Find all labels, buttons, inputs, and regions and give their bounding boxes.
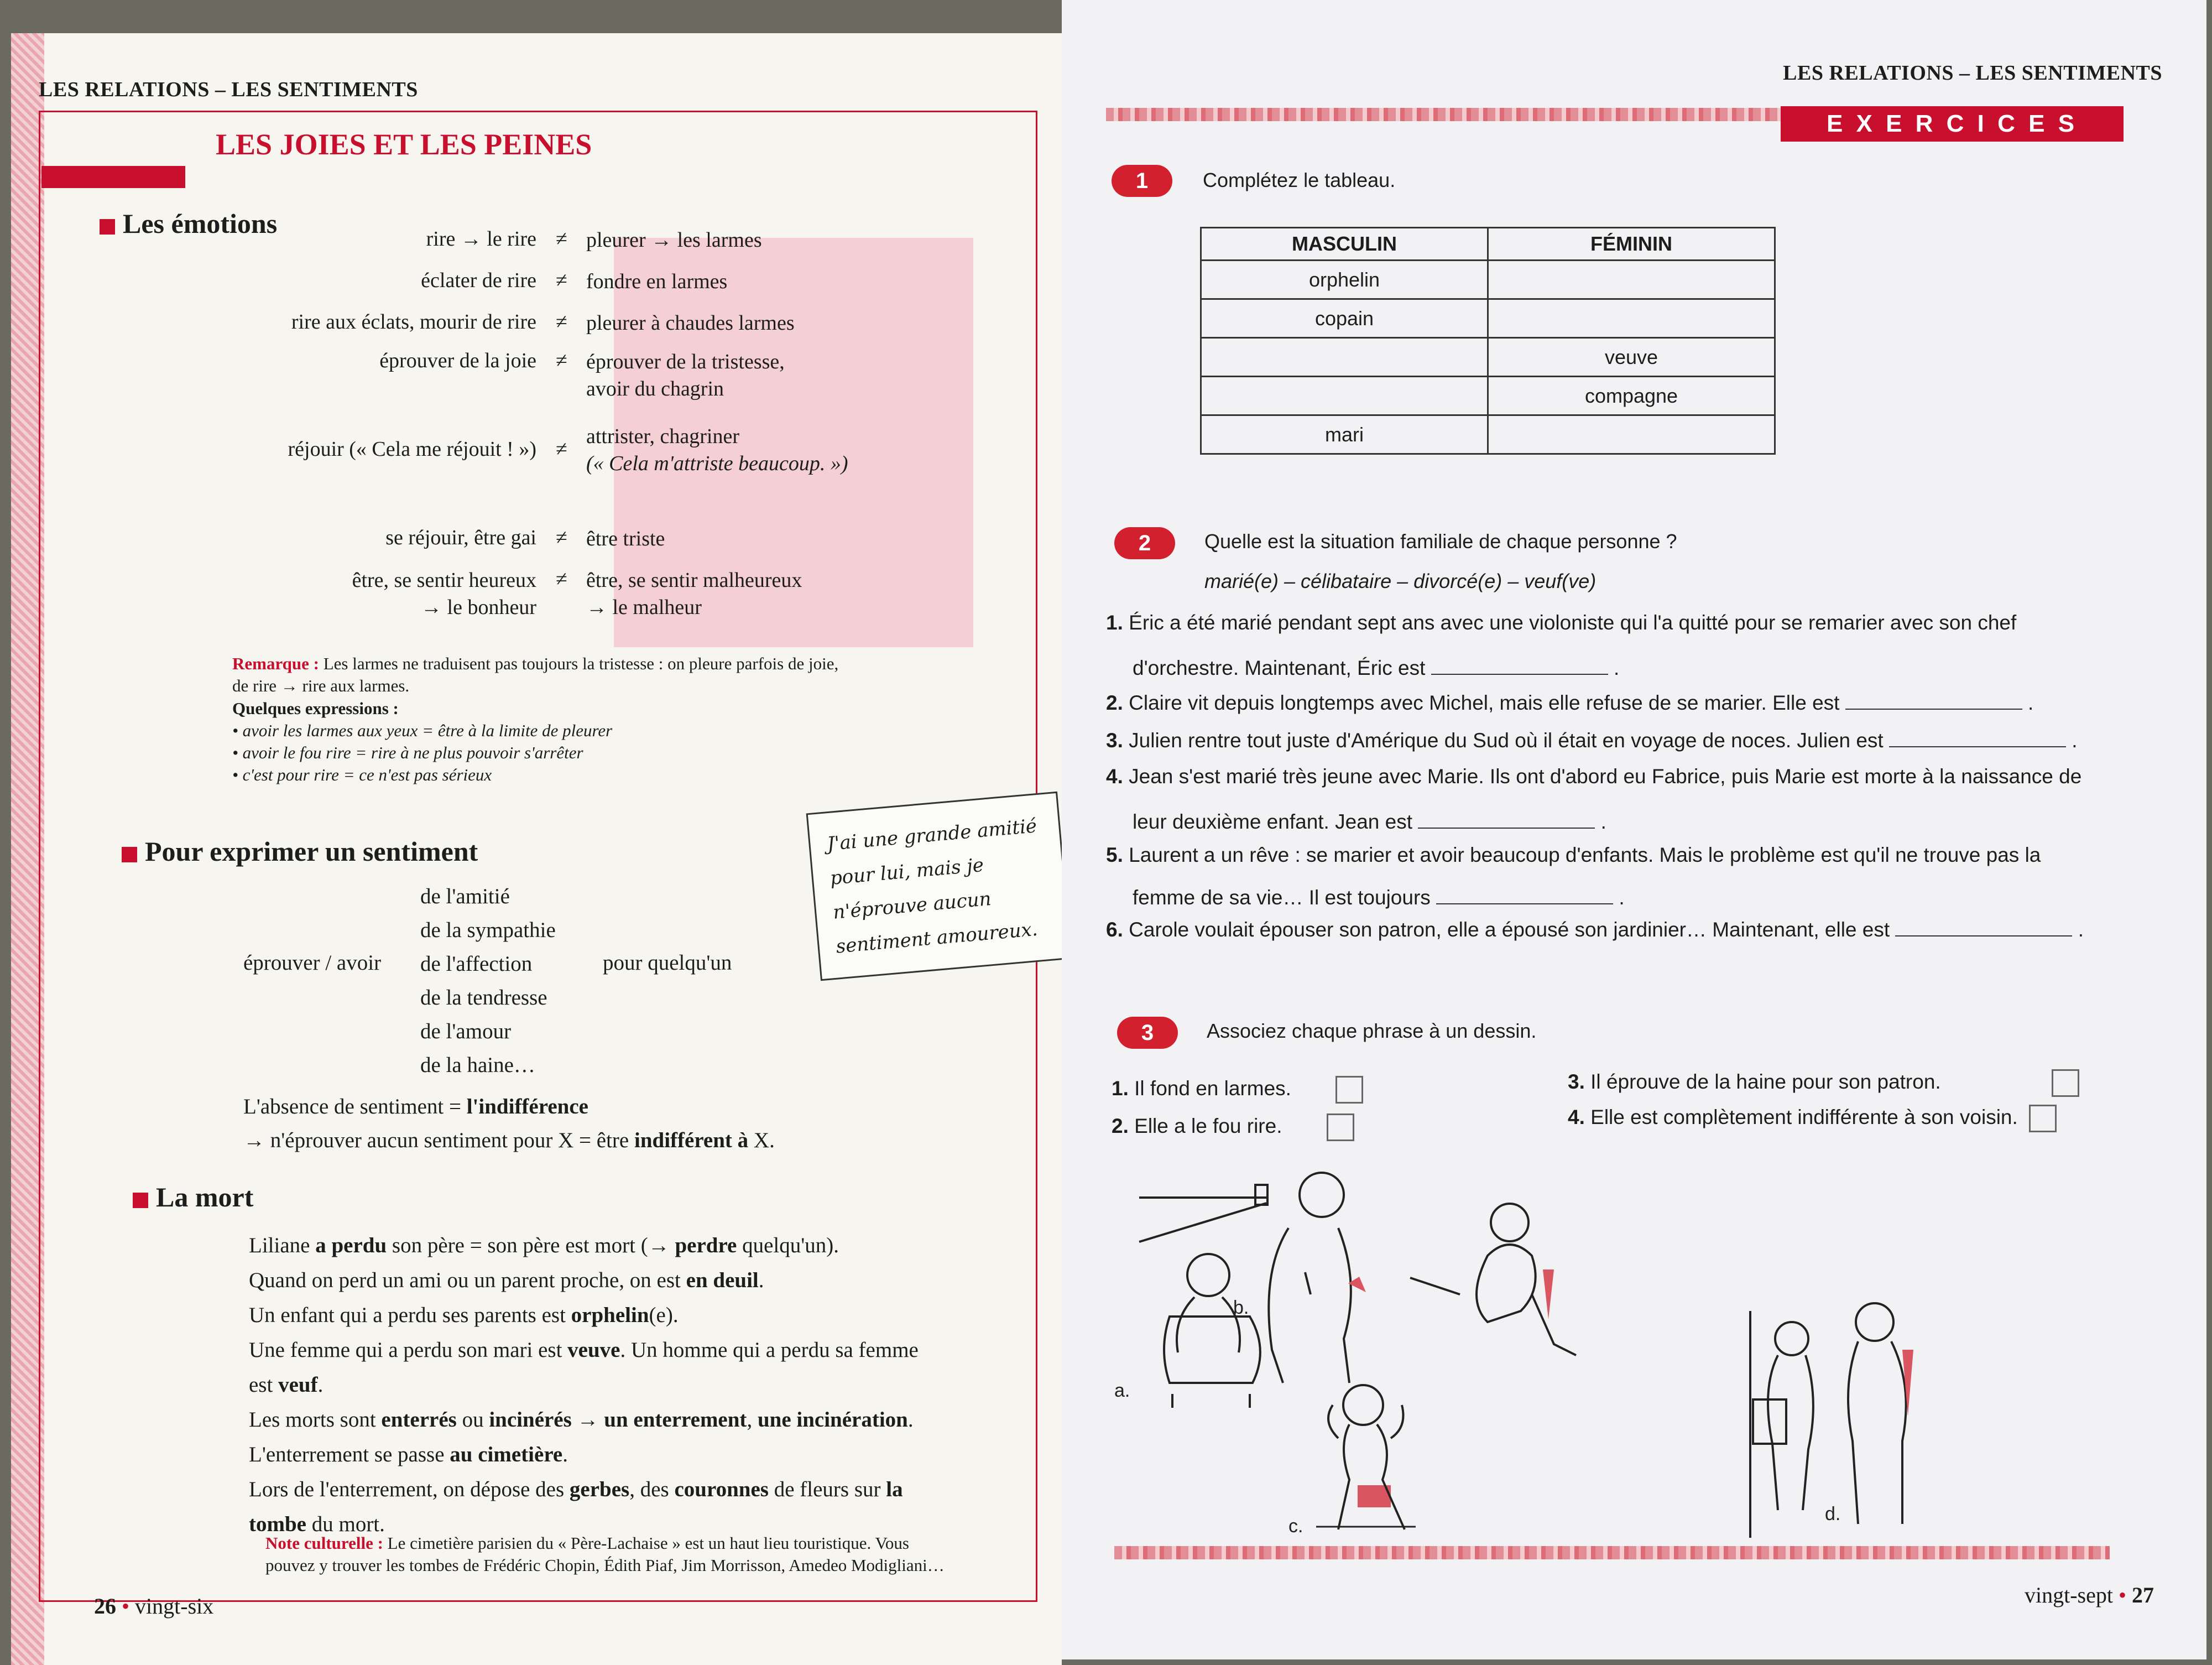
- sentiment-verb: éprouver / avoir: [243, 951, 382, 975]
- speech-bubble: J'ai une grande amitié pour lui, mais je n'éprouve aucun sentiment amoureux.: [806, 792, 1062, 981]
- page-title: LES JOIES ET LES PEINES: [216, 128, 592, 161]
- drawing-a: [1139, 1185, 1267, 1408]
- answer-cell[interactable]: [1488, 299, 1775, 338]
- running-head-left: LES RELATIONS – LES SENTIMENTS: [39, 78, 418, 101]
- answer-cell[interactable]: [1201, 377, 1488, 415]
- mort-heading: La mort: [133, 1181, 253, 1213]
- exercise-1-table: [1200, 227, 1776, 455]
- list-item: 6. Carole voulait épouser son patron, elle a épousé son jardinier… Maintenant, elle est .: [1106, 918, 2084, 941]
- list-item: 5. Laurent a un rêve : se marier et avoir beaucoup d'enfants. Mais le problème est qu'il ne trouve pas la: [1106, 844, 2041, 866]
- folio-left: 26 • vingt-six: [94, 1594, 214, 1619]
- list-item: 1. Il fond en larmes.: [1112, 1076, 1363, 1104]
- bottom-stripe: [1114, 1546, 2110, 1559]
- bullet-square-icon: [122, 847, 137, 862]
- answer-blank[interactable]: [1895, 919, 2072, 936]
- drawing-label-b: b.: [1233, 1297, 1249, 1318]
- left-page: LES RELATIONS – LES SENTIMENTS LES JOIES ET LES PEINES Les émotions rire → le rire ≠ pleurer → les larmes éclater de rire ≠ fondre en larmes rire aux éclats, mourir de rire ≠ pleurer à chaudes larmes éprouver de la joie ≠ éprouver de la tristesse, avoir du chagrin réjouir (« Cela me réjouit ! ») ≠ attrister, chagriner (« Cela m'attriste beaucoup. ») se réjouir, être gai ≠ être triste être, se sentir heureux → le bonheur ≠ être, se sentir malheureux → le malheur Remarque : Les larmes ne traduisent pas toujours la tristesse : on pleure parfois de joie, de rire → rire aux larmes. Quelques expressions : • avoir les larmes aux yeux = être à la limite de pleurer • avoir le fou rire = rire à ne plus pouvoir s'arrêter • c'est pour rire = ce n'est pas sérieux Pour exprimer un sentiment éprouver / avoir de l'amitié de la sympathie de l'affection de la tendresse de l'amour de la haine… pour quelqu'un J'ai une grande amitié pour lui, mais je n'éprouve aucun sentiment amoureux. L'absence de sentiment = l'indifférence → n'éprouver aucun sentiment pour X = être indifférent à X. La mort Liliane a perdu son père = son père est mort (→ perdre quelqu'un). Quand on perd un ami ou un parent proche, on est en deuil. Un enfant qui a perdu ses parents est orphelin(e). Une femme qui a perdu son mari est veuve. Un homme qui a perdu sa femme est veuf. Les morts sont enterrés ou incinérés → un enterrement, une incinération. L'enterrement se passe au cimetière. Lors de l'enterrement, on dépose des gerbes, des couronnes de fleurs sur la tombe du mort. Note culturelle : Le cimetière parisien du « Père-Lachaise » est un haut lieu touristique. Vous pouvez y trouver les tombes de Frédéric Chopin, Édith Piaf, Jim Morrisson, Amedeo Modigliani… 26 • vingt-six: [11, 33, 1062, 1665]
- sentiment-heading: Pour exprimer un sentiment: [122, 835, 478, 867]
- drawing-label-d: d.: [1825, 1503, 1841, 1524]
- remarque-block: Remarque : Les larmes ne traduisent pas toujours la tristesse : on pleure parfois de joie, de rire → rire aux larmes. Quelques expressions : • avoir les larmes aux yeux = être à la limite de pleurer • avoir le fou rire = rire à ne plus pouvoir s'arrêter • c'est pour rire = ce n'est pas sérieux: [232, 654, 839, 785]
- drawing-d: [1750, 1303, 1906, 1538]
- mort-text: Liliane a perdu son père = son père est mort (→ perdre quelqu'un). Quand on perd un ami ou un parent proche, on est en deuil. Un enfant qui a perdu ses parents est orphelin(e). Une femme qui a perdu son mari est veuve. Un homme qui a perdu sa femme est veuf. Les morts sont enterrés ou incinérés → un enterrement, une incinération. L'enterrement se passe au cimetière. Lors de l'enterrement, on dépose des gerbes, des couronnes de fleurs sur la tombe du mort.: [249, 1234, 919, 1536]
- answer-cell[interactable]: [1201, 338, 1488, 377]
- list-item: 3. Il éprouve de la haine pour son patron.: [1568, 1069, 2079, 1097]
- drawing-c: [1328, 1385, 1405, 1529]
- answer-checkbox[interactable]: [2052, 1069, 2079, 1097]
- bullet-square-icon: [133, 1193, 148, 1208]
- answer-cell[interactable]: [1488, 261, 1775, 299]
- exercise-3-instruction: Associez chaque phrase à un dessin.: [1207, 1019, 1537, 1042]
- answer-cell[interactable]: [1488, 415, 1775, 454]
- exercise-1-instruction: Complétez le tableau.: [1203, 169, 1396, 191]
- drawing-b: [1269, 1173, 1576, 1383]
- col-masculin: MASCULIN: [1201, 228, 1488, 261]
- bullet-square-icon: [100, 219, 115, 235]
- answer-checkbox[interactable]: [1327, 1114, 1354, 1141]
- table-row: compagne: [1201, 377, 1775, 415]
- sentiment-objects: de l'amitié de la sympathie de l'affection de la tendresse de l'amour de la haine…: [420, 884, 556, 1077]
- running-head-right: LES RELATIONS – LES SENTIMENTS: [1783, 61, 2162, 85]
- list-item: leur deuxième enfant. Jean est .: [1133, 810, 1606, 833]
- drawing-label-c: c.: [1288, 1516, 1303, 1537]
- exercices-banner: E X E R C I C E S: [1781, 106, 2124, 142]
- exercise-2-instruction: Quelle est la situation familiale de chaque personne ?: [1204, 530, 1677, 553]
- exercise-1-badge: 1: [1112, 165, 1172, 197]
- col-feminin: FÉMININ: [1488, 228, 1775, 261]
- top-stripe: [1106, 108, 1792, 121]
- note-culturelle: Note culturelle : Le cimetière parisien du « Père-Lachaise » est un haut lieu touristique. Vous pouvez y trouver les tombes de Frédéric Chopin, Édith Piaf, Jim Morrisson, Amedeo Modigliani…: [265, 1533, 945, 1575]
- cartoon-illustrations: [1106, 1151, 2129, 1549]
- right-page: [1062, 0, 2206, 1659]
- drawing-label-a: a.: [1114, 1380, 1130, 1401]
- exercise-2-badge: 2: [1114, 527, 1175, 559]
- exercise-2-options: marié(e) – célibataire – divorcé(e) – veuf(ve): [1204, 570, 1597, 592]
- answer-blank[interactable]: [1431, 657, 1608, 675]
- red-accents: [1348, 1269, 1554, 1507]
- list-item: d'orchestre. Maintenant, Éric est .: [1133, 657, 1620, 679]
- table-row: copain: [1201, 299, 1775, 338]
- answer-blank[interactable]: [1845, 692, 2022, 710]
- answer-checkbox[interactable]: [1335, 1076, 1363, 1104]
- table-row: orphelin: [1201, 261, 1775, 299]
- list-item: 4. Elle est complètement indifférente à son voisin.: [1568, 1105, 2057, 1132]
- answer-checkbox[interactable]: [2029, 1105, 2057, 1132]
- answer-blank[interactable]: [1418, 811, 1595, 829]
- list-item: femme de sa vie… Il est toujours .: [1133, 886, 1625, 909]
- table-row: veuve: [1201, 338, 1775, 377]
- folio-right: vingt-sept • 27: [2025, 1583, 2154, 1607]
- exercise-3-badge: 3: [1117, 1017, 1178, 1049]
- list-item: 4. Jean s'est marié très jeune avec Marie. Ils ont d'abord eu Fabrice, puis Marie est morte à la naissance de: [1106, 765, 2082, 788]
- list-item: 2. Elle a le fou rire.: [1112, 1114, 1354, 1141]
- list-item: 1. Éric a été marié pendant sept ans avec une violoniste qui l'a quitté pour se remarier avec son chef: [1106, 611, 2017, 634]
- answer-blank[interactable]: [1436, 887, 1613, 904]
- list-item: 3. Julien rentre tout juste d'Amérique du Sud où il était en voyage de noces. Julien est .: [1106, 729, 2078, 752]
- emotions-heading: Les émotions: [100, 207, 277, 240]
- sentiment-target: pour quelqu'un: [603, 951, 732, 975]
- title-bar: [41, 166, 185, 188]
- answer-blank[interactable]: [1889, 730, 2066, 747]
- table-row: mari: [1201, 415, 1775, 454]
- absence-text: L'absence de sentiment = l'indifférence → n'éprouver aucun sentiment pour X = être indifférent à X.: [243, 1095, 775, 1152]
- list-item: 2. Claire vit depuis longtemps avec Michel, mais elle refuse de se marier. Elle est .: [1106, 691, 2034, 714]
